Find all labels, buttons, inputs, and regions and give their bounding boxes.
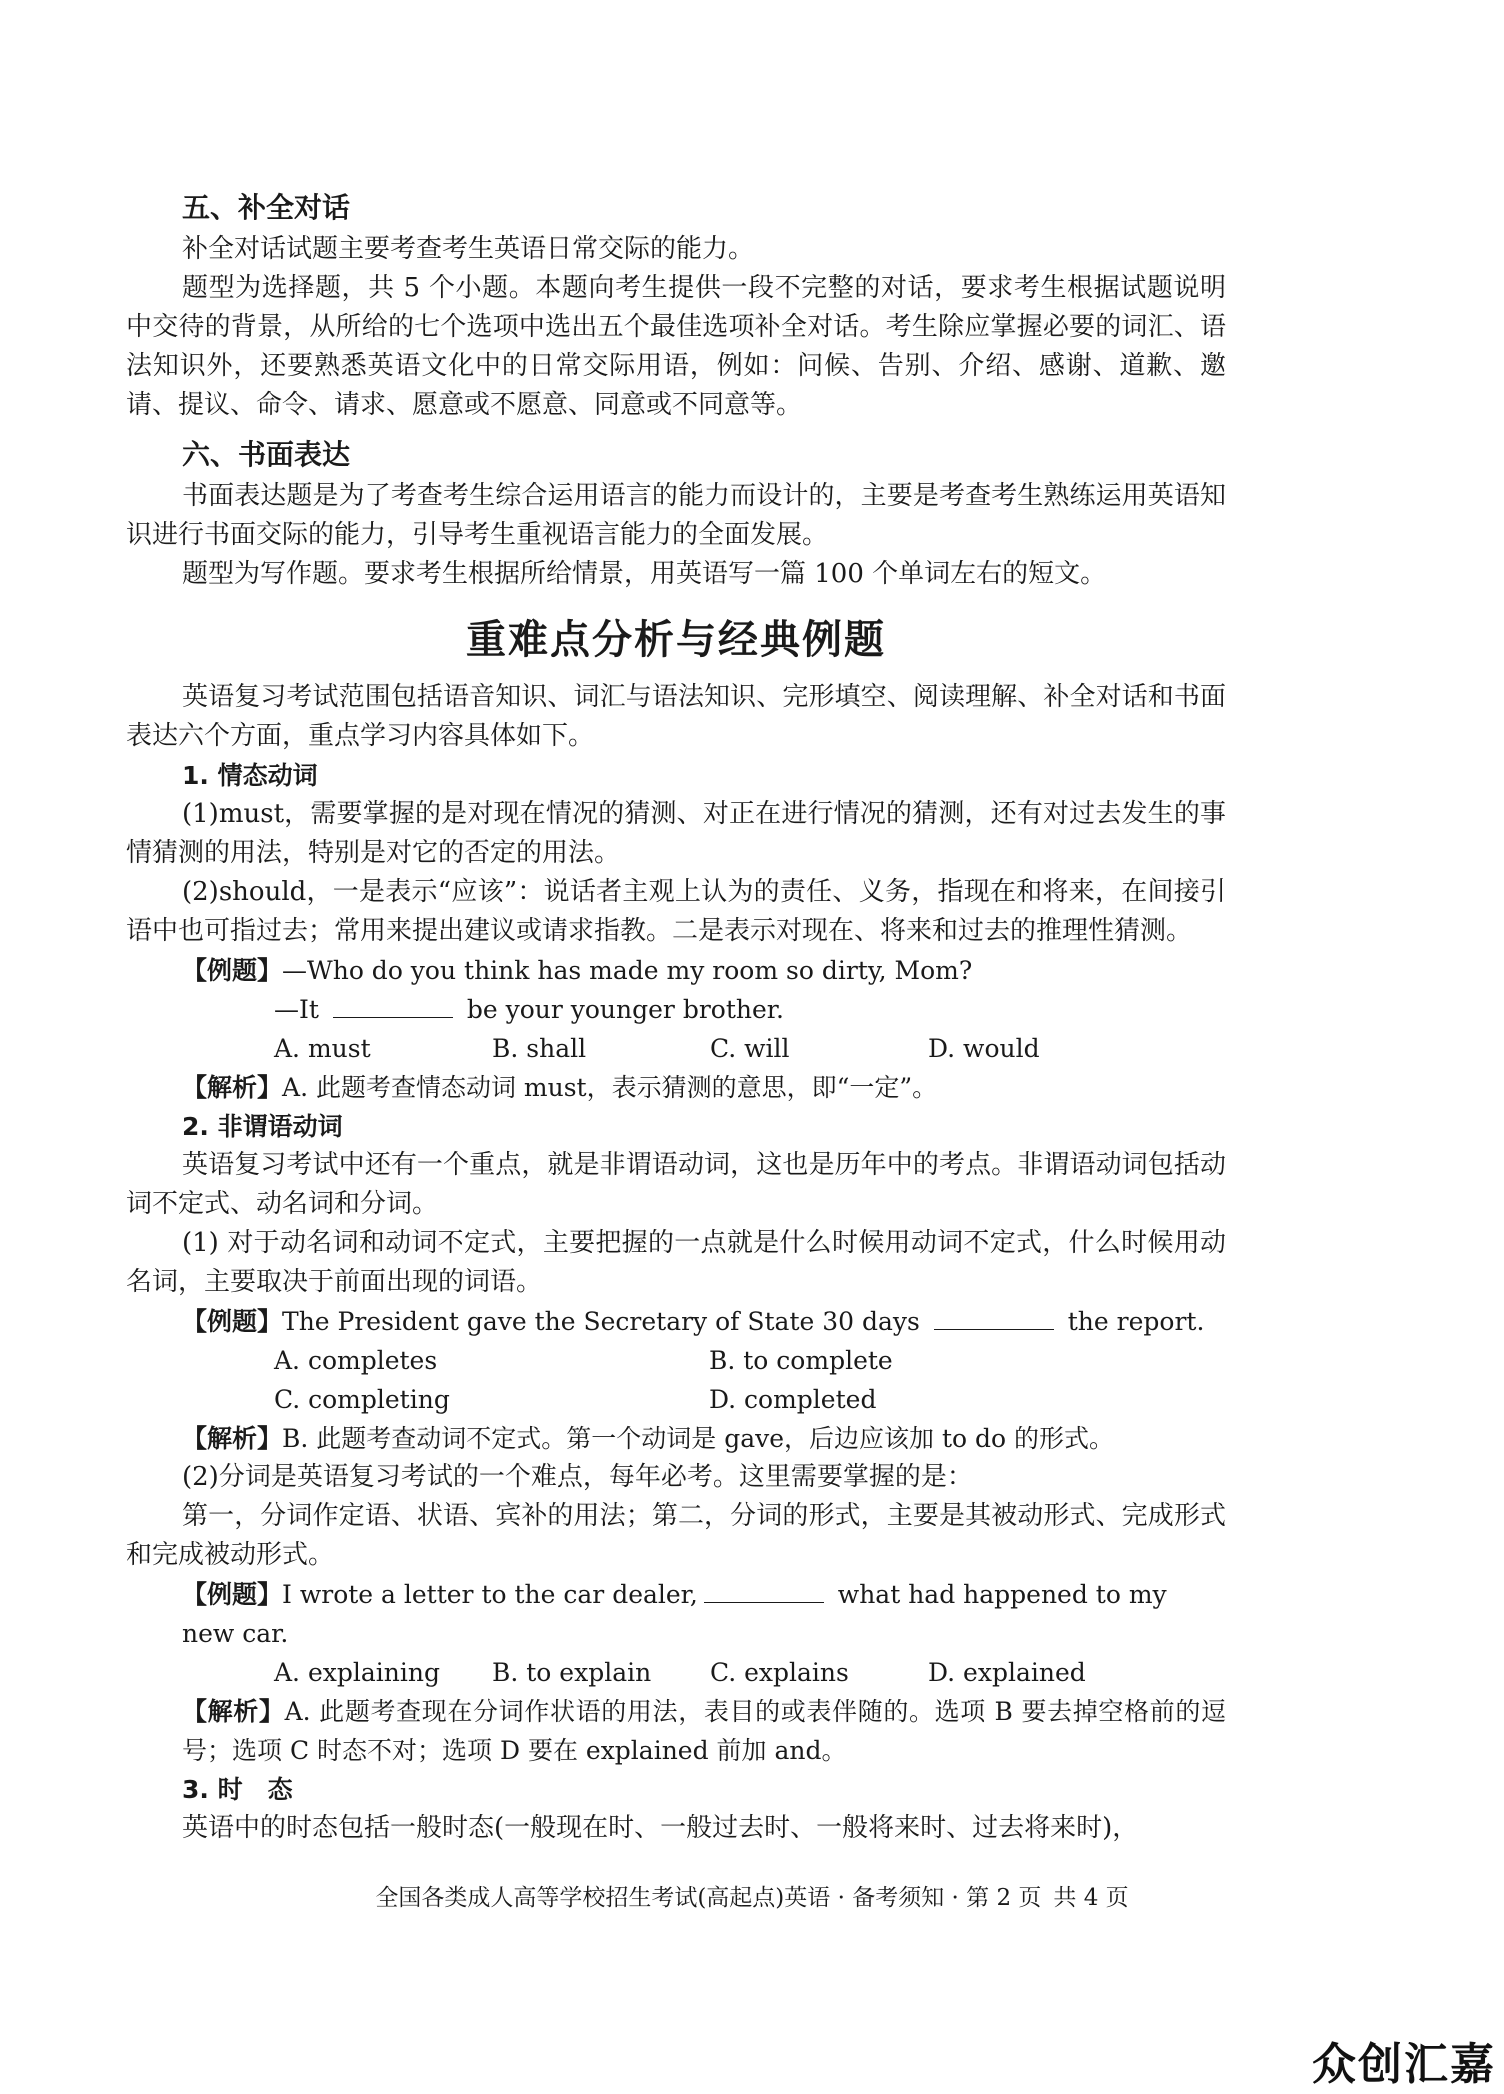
example-text: I wrote a letter to the car dealer, — [282, 1580, 698, 1609]
option-a: A. completes — [274, 1346, 438, 1375]
example-text: be your younger brother. — [466, 995, 784, 1024]
answer-options — [126, 1341, 1226, 1380]
analysis — [126, 1068, 1226, 1107]
analysis-text: A. 此题考查现在分词作状语的用法，表目的或表伴随的。选项 B 要去掉空格前的逗号；选项 C 时态不对；选项 D 要在 explained 前加 and。 — [182, 1697, 1226, 1765]
answer-options — [126, 1653, 1226, 1692]
analysis — [126, 1419, 1226, 1458]
example-question — [126, 951, 1226, 990]
analysis — [126, 1692, 1226, 1770]
answer-options — [126, 1380, 1226, 1419]
section-heading-dialogue: 五、补全对话 — [182, 191, 351, 224]
example-text: —Who do you think has made my room so dirty, Mom? — [282, 956, 973, 985]
paragraph: (1)must，需要掌握的是对现在情况的猜测、对正在进行情况的猜测，还有对过去发生的事情猜测的用法，特别是对它的否定的用法。 — [126, 799, 1226, 868]
paragraph: (1) 对于动名词和动词不定式，主要把握的一点就是什么时候用动词不定式，什么时候用动名词，主要取决于前面出现的词语。 — [126, 1228, 1226, 1297]
paragraph: (2)分词是英语复习考试的一个难点，每年必考。这里需要掌握的是： — [182, 1462, 973, 1492]
example-text: The President gave the Secretary of State 30 days — [282, 1307, 920, 1336]
answer-blank — [333, 995, 453, 1018]
option-b: B. to explain — [492, 1658, 652, 1687]
option-d: D. completed — [709, 1385, 877, 1414]
paragraph: 补全对话试题主要考查考生英语日常交际的能力。 — [182, 234, 755, 264]
example-question — [126, 1575, 1226, 1653]
watermark: 众创汇嘉 — [1312, 2039, 1496, 2090]
analysis-tag: 【解析】 — [182, 1073, 283, 1102]
paragraph: 题型为选择题，共 5 个小题。本题向考生提供一段不完整的对话，要求考生根据试题说明中交待的背景，从所给的七个选项中选出五个最佳选项补全对话。考生除应掌握必要的词汇、语法知识外，还要熟悉英语文化中的日常交际用语，例如：问候、告别、介绍、感谢、道歉、邀请、提议、命令、请求、愿意或不愿意、同意或不同意等。 — [126, 273, 1226, 420]
option-c: C. will — [710, 1034, 790, 1063]
example-question — [126, 1302, 1226, 1341]
analysis-tag: 【解析】 — [182, 1697, 285, 1726]
footer-text: 全国各类成人高等学校招生考试(高起点)英语 · 备考须知 · 第 2 页 — [375, 1885, 1042, 1911]
example-text: what had happened to my new car. — [182, 1580, 1167, 1648]
subheading-nonfinite-verbs: 2. 非谓语动词 — [182, 1112, 343, 1141]
example-tag: 【例题】 — [182, 1307, 283, 1336]
analysis-tag: 【解析】 — [182, 1424, 283, 1453]
option-c: C. completing — [274, 1385, 450, 1414]
option-b: B. shall — [492, 1034, 587, 1063]
main-title: 重难点分析与经典例题 — [466, 616, 886, 663]
subheading-modal-verbs: 1. 情态动词 — [182, 761, 318, 790]
paragraph: 英语复习考试中还有一个重点，就是非谓语动词，这也是历年中的考点。非谓语动词包括动词不定式、动名词和分词。 — [126, 1150, 1226, 1219]
option-a: A. must — [274, 1034, 371, 1063]
subheading-tenses: 3. 时 态 — [182, 1775, 293, 1804]
example-line — [126, 990, 1226, 1029]
section-heading-writing: 六、书面表达 — [182, 438, 351, 471]
example-tag: 【例题】 — [182, 1580, 283, 1609]
paragraph: 书面表达题是为了考查考生综合运用语言的能力而设计的，主要是考查考生熟练运用英语知识进行书面交际的能力，引导考生重视语言能力的全面发展。 — [126, 481, 1226, 550]
option-b: B. to complete — [709, 1346, 893, 1375]
option-c: C. explains — [710, 1658, 849, 1687]
answer-options — [126, 1029, 1226, 1068]
analysis-text: B. 此题考查动词不定式。第一个动词是 gave，后边应该加 to do 的形式。 — [282, 1424, 1115, 1453]
page-footer — [0, 1879, 1504, 1912]
option-d: D. explained — [928, 1658, 1086, 1687]
paragraph: 第一，分词作定语、状语、宾补的用法；第二，分词的形式，主要是其被动形式、完成形式和完成被动形式。 — [126, 1501, 1226, 1570]
page-content — [126, 186, 1226, 1848]
option-a: A. explaining — [274, 1658, 440, 1687]
paragraph: 题型为写作题。要求考生根据所给情景，用英语写一篇 100 个单词左右的短文。 — [182, 559, 1107, 589]
paragraph: 英语中的时态包括一般时态(一般现在时、一般过去时、一般将来时、过去将来时)， — [182, 1813, 1139, 1843]
paragraph: (2)should，一是表示“应该”：说话者主观上认为的责任、义务，指现在和将来，在间接引语中也可指过去；常用来提出建议或请求指教。二是表示对现在、将来和过去的推理性猜测。 — [126, 877, 1226, 946]
footer-total: 共 4 页 — [1053, 1885, 1129, 1911]
example-text: the report. — [1067, 1307, 1205, 1336]
intro-paragraph: 英语复习考试范围包括语音知识、词汇与语法知识、完形填空、阅读理解、补全对话和书面表达六个方面，重点学习内容具体如下。 — [126, 682, 1226, 751]
answer-blank — [704, 1580, 824, 1603]
example-tag: 【例题】 — [182, 956, 283, 985]
example-text: —It — [274, 995, 319, 1024]
option-d: D. would — [928, 1034, 1040, 1063]
analysis-text: A. 此题考查情态动词 must，表示猜测的意思，即“一定”。 — [282, 1073, 938, 1102]
answer-blank — [934, 1307, 1054, 1330]
